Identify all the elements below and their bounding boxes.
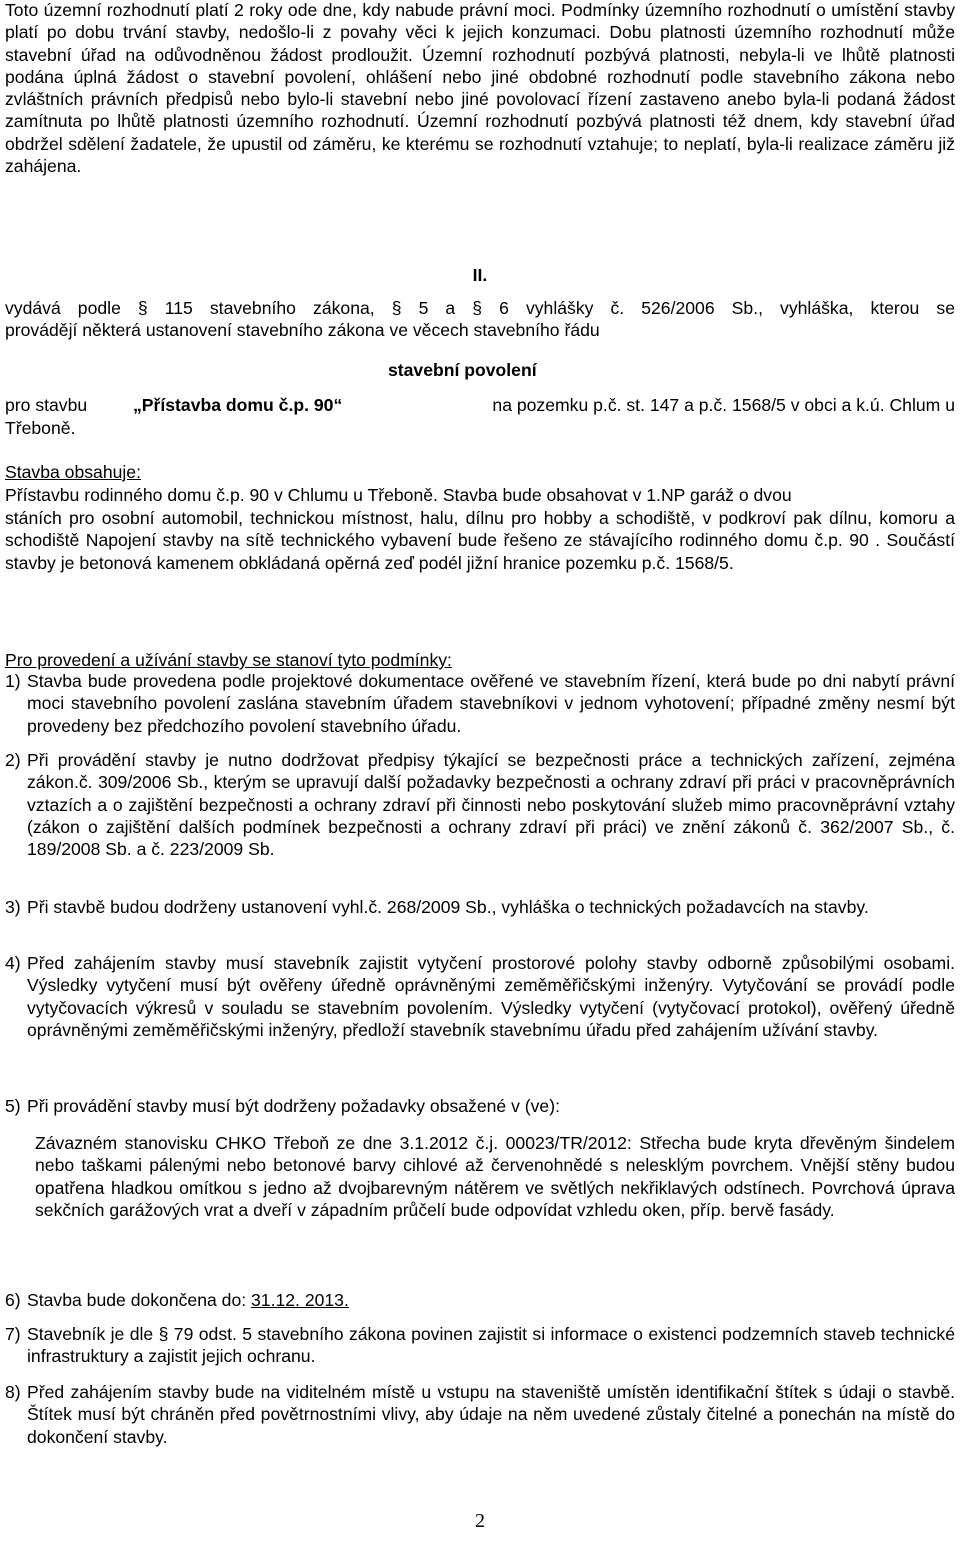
condition-4 <box>5 952 955 1041</box>
condition-text: Stavebník je dle § 79 odst. 5 stavebního zákona povinen zajistit si informace o existenci podzemních staveb technické infrastruktury a zajistit jejich ochranu. <box>27 1324 955 1367</box>
building-city: Třeboně. <box>5 418 76 438</box>
completion-text: Stavba bude dokončena do: <box>27 1290 252 1310</box>
section-roman-numeral: II. <box>472 265 488 285</box>
condition-text: Stavba bude provedena podle projektové dokumentace ověřené ve stavebním řízení, která bude po dni nabytí právní moci stavebního povolení zaslána stavebním úřadem stavebníkovi v jednom vyhotovení; případné změny nesmí být provedeny bez předchozího povolení stavebního úřadu. <box>27 671 955 736</box>
page-number: 2 <box>475 1510 485 1532</box>
condition-number: 4) <box>5 953 21 973</box>
condition-number: 1) <box>5 671 21 691</box>
decision-title: stavební povolení <box>388 360 537 380</box>
condition-text: Při stavbě budou dodrženy ustanovení vyhl.č. 268/2009 Sb., vyhláška o technických požadavcích na stavby. <box>27 897 869 917</box>
condition-1 <box>5 670 955 737</box>
issues-line-1: vydává podle § 115 stavebního zákona, § 5 a § 6 vyhlášky č. 526/2006 Sb., vyhláška, kterou se <box>5 298 955 318</box>
condition-6 <box>5 1289 955 1311</box>
contents-line-1: Přístavbu rodinného domu č.p. 90 v Chlumu u Třeboně. Stavba bude obsahovat v 1.NP garáž o dvou <box>5 485 792 505</box>
condition-number: 2) <box>5 750 21 770</box>
condition-number: 8) <box>5 1382 21 1402</box>
building-name: „Přístavba domu č.p. 90“ <box>133 395 343 415</box>
contents-heading: Stavba obsahuje: <box>5 462 141 482</box>
condition-3 <box>5 896 955 918</box>
pro-stavbu-label: pro stavbu <box>5 395 88 415</box>
condition-8 <box>5 1381 955 1448</box>
chko-statement: Závazném stanovisku CHKO Třeboň ze dne 3.1.2012 č.j. 00023/TR/2012: Střecha bude kryta dřevěným šindelem nebo taškami pálenými nebo betonové barvy cihlové až červenohnědé s nelesklým povrchem. Vnější stěny budou opatřena hladkou omítkou s jedno až dvojbarevným nátěrem ve světlých nekřiklavých odstínech. Povrchová úprava sekčních garážových vrat a dveří v západním průčelí bude odpovídat vzhledu oken, příp. bervě fasády. <box>35 1133 955 1220</box>
condition-number: 6) <box>5 1290 21 1310</box>
conditions-heading: Pro provedení a užívání stavby se stanoví tyto podmínky: <box>5 650 452 670</box>
condition-number: 3) <box>5 897 21 917</box>
condition-number: 7) <box>5 1324 21 1344</box>
condition-5 <box>5 1095 955 1117</box>
contents-text: stáních pro osobní automobil, technickou místnost, halu, dílnu pro hobby a schodiště, v podkroví pak dílnu, komoru a schodiště Napojení stavby na sítě technického vybavení bude řešeno ze stávajícího rodinného domu č.p. 90 . Součástí stavby je betonová kamenem obkládaná opěrná zeď podél jižní hranice pozemku p.č. 1568/5. <box>5 508 955 573</box>
issues-line-2: provádějí některá ustanovení stavebního zákona ve věcech stavebního řádu <box>5 320 600 340</box>
condition-7 <box>5 1323 955 1368</box>
condition-text <box>27 1289 955 1311</box>
validity-paragraph: Toto územní rozhodnutí platí 2 roky ode dne, kdy nabude právní moci. Podmínky územního rozhodnutí o umístění stavby platí po dobu trvání stavby, nedošlo-li z povahy věci k jejich konzumaci. Dobu platnosti územního rozhodnutí může stavební úřad na odůvodněnou žádost prodloužit. Územní rozhodnutí pozbývá platnosti, nebyla-li ve lhůtě platnosti podána úplná žádost o stavební povolení, ohlášení nebo jiné obdobné rozhodnutí podle stavebního zákona nebo zvláštních právních předpisů nebo bylo-li stavební nebo jiné povolovací řízení zastaveno anebo byla-li podaná žádost zamítnuta po lhůtě platnosti územního rozhodnutí. Územní rozhodnutí pozbývá platnosti též dnem, kdy stavební úřad obdržel sdělení žadatele, že upustil od záměru, ke kterému se rozhodnutí vztahuje; to neplatí, byla-li realizace záměru již zahájena. <box>5 0 955 177</box>
condition-text: Při provádění stavby je nutno dodržovat předpisy týkající se bezpečnosti práce a technických zařízení, zejména zákon.č. 309/2006 Sb., kterým se upravují další požadavky bezpečnosti a ochrany zdraví při práci v pracovněprávních vztazích a o zajištění bezpečnosti a ochrany zdraví při činnosti nebo poskytování služeb mimo pracovněprávní vztahy (zákon o zajištění dalších podmínek bezpečnosti a ochrany zdraví při práci) ve znění zákonů č. 362/2007 Sb., č. 189/2008 Sb. a č. 223/2009 Sb. <box>27 750 955 860</box>
building-location: na pozemku p.č. st. 147 a p.č. 1568/5 v obci a k.ú. Chlum u <box>492 395 955 415</box>
condition-text: Při provádění stavby musí být dodrženy požadavky obsažené v (ve): <box>27 1096 560 1116</box>
condition-text: Před zahájením stavby musí stavebník zajistit vytyčení prostorové polohy stavby odborně způsobilými osobami. Výsledky vytyčení musí být ověřeny úředně oprávněnými zeměměřičskými inženýry. Vytyčování se provádí podle vytyčovacích výkresů v souladu se stavebním povolením. Výsledky vytyčení (vytyčovací protokol), ověřený úředně oprávněnými zeměměřičskými inženýry, předloží stavebník stavebnímu úřadu před zahájením užívání stavby. <box>27 953 955 1040</box>
condition-text: Před zahájením stavby bude na viditelném místě u vstupu na staveniště umístěn identifikační štítek s údaji o stavbě. Štítek musí být chráněn před povětrnostními vlivy, aby údaje na něm uvedené zůstaly čitelné a ponechán na místě do dokončení stavby. <box>27 1382 955 1447</box>
condition-2 <box>5 749 955 860</box>
condition-number: 5) <box>5 1096 21 1116</box>
completion-date: 31.12. 2013. <box>251 1290 349 1310</box>
